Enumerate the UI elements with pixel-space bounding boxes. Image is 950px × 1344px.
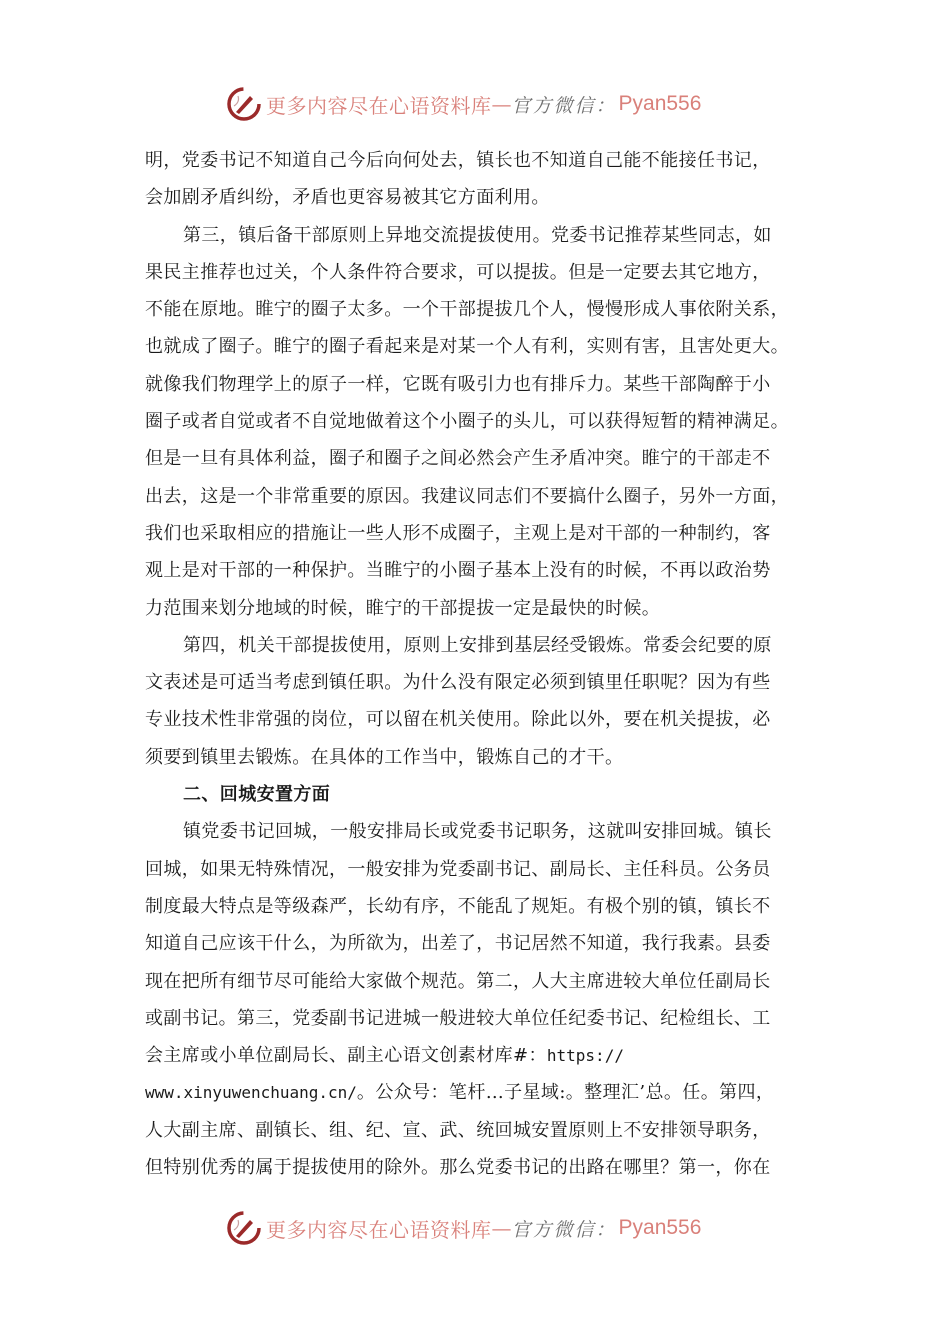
quill-pen-logo-icon	[226, 86, 262, 122]
banner-wechat-label: 官方微信：	[511, 1218, 617, 1241]
text-line: 我们也采取相应的措施让一些人形不成圈子，主观上是对干部的一种制约，客	[145, 522, 771, 544]
text-line: 力范围来划分地域的时候，睢宁的干部提拔一定是最快的时候。	[145, 597, 661, 619]
text-line	[145, 1074, 810, 1111]
quill-pen-logo-icon	[226, 1210, 262, 1246]
text-line: 或副书记。第三，党委副书记进城一般进较大单位任纪委书记、纪检组长、工	[145, 1007, 771, 1029]
text-line: 文表述是可适当考虑到镇任职。为什么没有限定必须到镇里任职呢？因为有些	[145, 672, 771, 694]
text-line: 现在把所有细节尽可能给大家做个规范。第二，人大主席进较大单位任副局长	[145, 970, 771, 992]
text-line: 明，党委书记不知道自己今后向何处去，镇长也不知道自己能不能接任书记，	[145, 150, 771, 171]
text-line: 须要到镇里去锻炼。在具体的工作当中，锻炼自己的才干。	[145, 746, 624, 768]
text-line: 知道自己应该干什么，为所欲为，出差了，书记居然不知道，我行我素。县委	[145, 933, 771, 955]
text-line: 专业技术性非常强的岗位，可以留在机关使用。除此以外，要在机关提拔，必	[145, 709, 771, 731]
header-banner	[226, 84, 701, 124]
footer-banner	[226, 1208, 701, 1248]
text-line: 观上是对干部的一种保护。当睢宁的小圈子基本上没有的时候，不再以政治势	[145, 560, 771, 582]
document-body	[145, 142, 810, 1186]
text-line: 就像我们物理学上的原子一样，它既有吸引力也有排斥力。某些干部陶醉于小	[145, 373, 771, 395]
text-line: 但特别优秀的属于提拔使用的除外。那么党委书记的出路在哪里？第一，你在	[145, 1157, 771, 1179]
text-line: 不能在原地。睢宁的圈子太多。一个干部提拔几个人，慢慢形成人事依附关系，	[145, 299, 789, 321]
banner-wechat-id: Pyan556	[618, 92, 702, 115]
text-line: 但是一旦有具体利益，圈子和圈子之间必然会产生矛盾冲突。睢宁的干部走不	[145, 448, 771, 470]
text-line: 人大副主席、副镇长、组、纪、宣、武、统回城安置原则上不安排领导职务，	[145, 1119, 771, 1141]
text-line: 果民主推荐也过关，个人条件符合要求，可以提拔。但是一定要去其它地方，	[145, 261, 771, 283]
text-line: 也就成了圈子。睢宁的圈子看起来是对某一个人有利，实则有害，且害处更大。	[145, 336, 789, 358]
text-line: 出去，这是一个非常重要的原因。我建议同志们不要搞什么圈子，另外一方面，	[145, 485, 789, 507]
text-line: 回城，如果无特殊情况，一般安排为党委副书记、副局长、主任科员。公务员	[145, 858, 771, 880]
url-prefix: https://	[546, 1046, 624, 1066]
banner-separator: —	[491, 1216, 512, 1240]
text-line	[145, 1037, 810, 1074]
url-text: www.xinyuwenchuang.cn/	[145, 1083, 357, 1103]
text-segment: 。公众号：笔杆…子星域:。整理汇’总。任。第四，	[356, 1082, 775, 1104]
banner-separator: —	[491, 92, 512, 116]
text-line: 圈子或者自觉或者不自觉地做着这个小圈子的头儿，可以获得短暂的精神满足。	[145, 411, 789, 433]
paragraph-start: 第三，镇后备干部原则上异地交流提拔使用。党委书记推荐某些同志，如	[183, 224, 772, 246]
paragraph-start: 镇党委书记回城，一般安排局长或党委书记职务，这就叫安排回城。镇长	[183, 821, 772, 843]
text-segment: 会主席或小单位副局长、副主心语文创素材库#：	[145, 1045, 547, 1067]
text-line: 会加剧矛盾纠纷，矛盾也更容易被其它方面利用。	[145, 187, 550, 209]
section-heading: 二、回城安置方面	[183, 784, 331, 806]
text-line: 制度最大特点是等级森严，长幼有序，不能乱了规矩。有极个别的镇，镇长不	[145, 895, 771, 917]
banner-wechat-label: 官方微信：	[511, 94, 617, 117]
paragraph-start: 第四，机关干部提拔使用，原则上安排到基层经受锻炼。常委会纪要的原	[183, 634, 772, 656]
banner-main-text: 更多内容尽在心语资料库	[266, 93, 492, 118]
banner-main-text: 更多内容尽在心语资料库	[266, 1217, 492, 1242]
banner-wechat-id: Pyan556	[618, 1216, 702, 1239]
